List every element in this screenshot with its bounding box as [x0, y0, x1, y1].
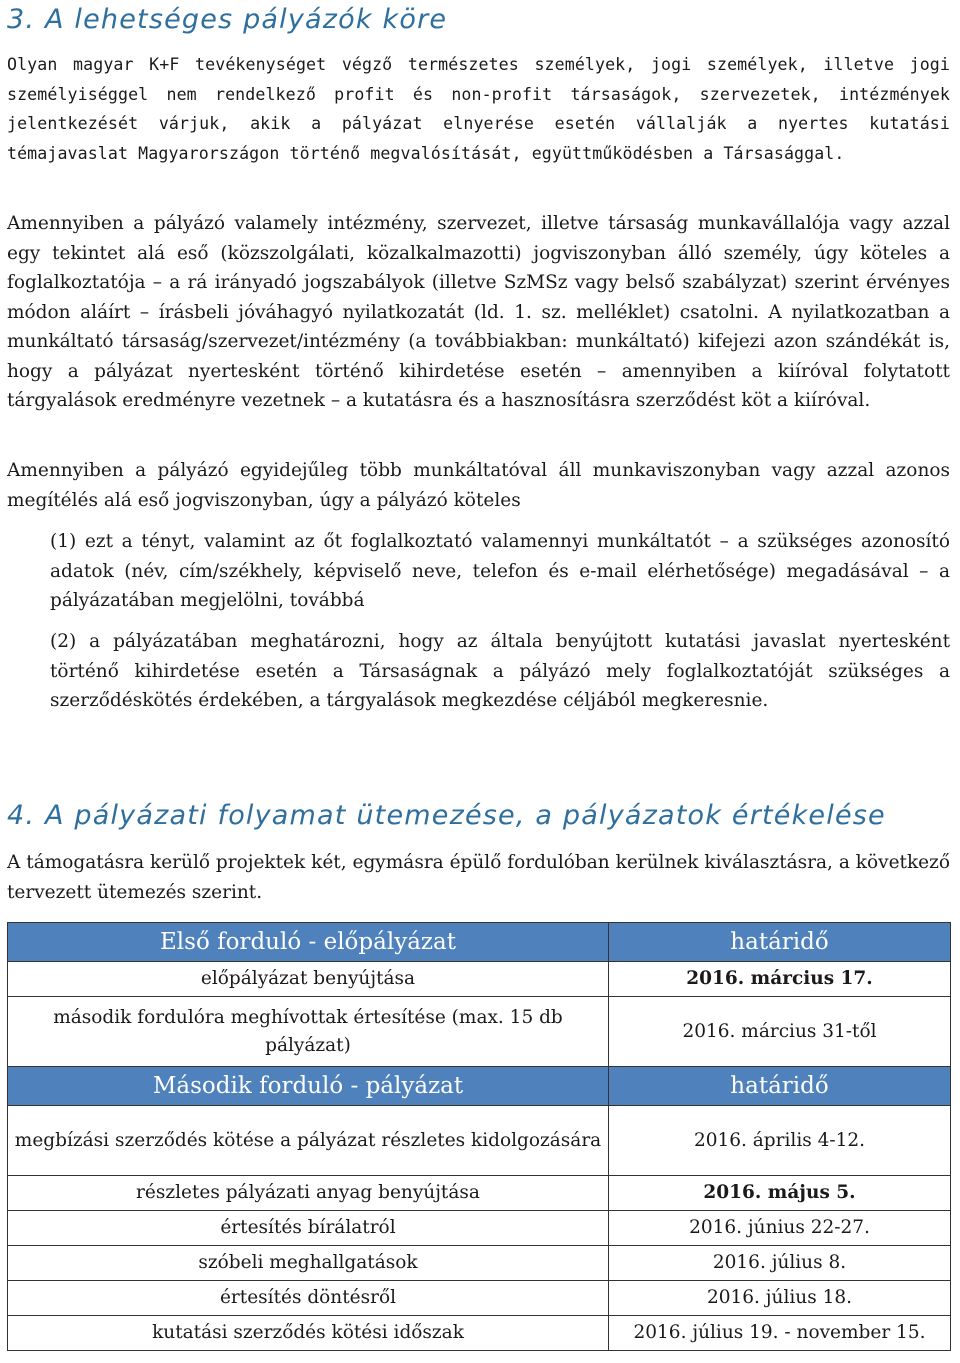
round-2-header: Második forduló - pályázat: [8, 1067, 609, 1106]
table-row: [8, 1316, 951, 1351]
section-4-intro-paragraph: A támogatásra kerülő projektek két, egymásra épülő fordulóban kerülnek kiválasztásra, a következő tervezett ütemezés szerint.: [7, 852, 950, 903]
deadline-cell: 2016. június 22-27.: [609, 1211, 951, 1246]
table-row: [8, 997, 951, 1067]
table-row: [8, 1176, 951, 1211]
section-4-heading: 4. A pályázati folyamat ütemezése, a pályázatok értékelése: [7, 800, 886, 831]
task-cell: kutatási szerződés kötési időszak: [8, 1316, 609, 1351]
task-cell: megbízási szerződés kötése a pályázat részletes kidolgozására: [8, 1106, 609, 1176]
table-row: [8, 1211, 951, 1246]
section-3-intro-paragraph: Olyan magyar K+F tevékenységet végző természetes személyek, jogi személyek, illetve jogi személyiséggel nem rendelkező profit és non-profit társaságok, szervezetek, intézmények jelentkezését várjuk, akik a pályázat elnyerése esetén vállalják a nyertes kutatási témajavaslat Magyarországon történő megvalósítását, együttműködésben a Társasággal.: [7, 55, 950, 163]
deadline-cell: 2016. július 8.: [609, 1246, 951, 1281]
employee-applicant-paragraph: Amennyiben a pályázó valamely intézmény, szervezet, illetve társaság munkavállalója vagy azzal egy tekintet alá eső (közszolgálati, közalkalmazotti) jogviszonyban álló személy, úgy köteles a foglalkoztatója – a rá irányadó jogszabályok (illetve SzMSz vagy belső szabályzat) szerint érvényes módon aláírt – írásbeli jóváhagyó nyilatkozatát (ld. 1. sz. melléklet) csatolni. A nyilatkozatban a munkáltató társaság/szervezet/intézmény (a továbbiakban: munkáltató) kifejezi azon szándékát is, hogy a pályázat nyertesként történő kihirdetése esetén – amennyiben a kiíróval folytatott tárgyalások eredményre vezetnek – a kutatásra és a hasznosításra szerződést köt a kiíróval.: [7, 213, 950, 411]
task-cell: szóbeli meghallgatások: [8, 1246, 609, 1281]
round-1-header-row: [8, 923, 951, 962]
deadline-cell: 2016. július 18.: [609, 1281, 951, 1316]
table-row: [8, 1246, 951, 1281]
task-cell: részletes pályázati anyag benyújtása: [8, 1176, 609, 1211]
obligation-item-2: (2) a pályázatában meghatározni, hogy az általa benyújtott kutatási javaslat nyertesként történő kihirdetése esetén a Társaságnak a pályázó mely foglalkoztatóját szükséges a szerződéskötés érdekében, a tárgyalások megkezdése céljából megkeresnie.: [50, 631, 950, 711]
round-1-header: Első forduló - előpályázat: [8, 923, 609, 962]
schedule-table: [7, 922, 951, 1351]
task-cell: értesítés döntésről: [8, 1281, 609, 1316]
table-row: [8, 1281, 951, 1316]
deadline-cell: 2016. március 31-től: [609, 997, 951, 1067]
deadline-cell: 2016. május 5.: [609, 1176, 951, 1211]
task-cell: értesítés bírálatról: [8, 1211, 609, 1246]
table-row: [8, 962, 951, 997]
deadline-cell: 2016. április 4-12.: [609, 1106, 951, 1176]
deadline-cell: 2016. július 19. - november 15.: [609, 1316, 951, 1351]
multiple-employers-paragraph: Amennyiben a pályázó egyidejűleg több munkáltatóval áll munkaviszonyban vagy azzal azonos megítélés alá eső jogviszonyban, úgy a pályázó köteles: [7, 460, 950, 511]
round-1-deadline-header: határidő: [609, 923, 951, 962]
deadline-cell: 2016. március 17.: [609, 962, 951, 997]
section-3-heading: 3. A lehetséges pályázók köre: [7, 4, 448, 35]
round-2-header-row: [8, 1067, 951, 1106]
table-row: [8, 1106, 951, 1176]
task-cell: második fordulóra meghívottak értesítése (max. 15 db pályázat): [8, 997, 609, 1067]
round-2-deadline-header: határidő: [609, 1067, 951, 1106]
obligation-item-1: (1) ezt a tényt, valamint az őt foglalkoztató valamennyi munkáltatót – a szükséges azonosító adatok (név, cím/székhely, képviselő neve, telefon és e-mail elérhetősége) megadásával – a pályázatában megjelölni, továbbá: [50, 531, 950, 611]
task-cell: előpályázat benyújtása: [8, 962, 609, 997]
